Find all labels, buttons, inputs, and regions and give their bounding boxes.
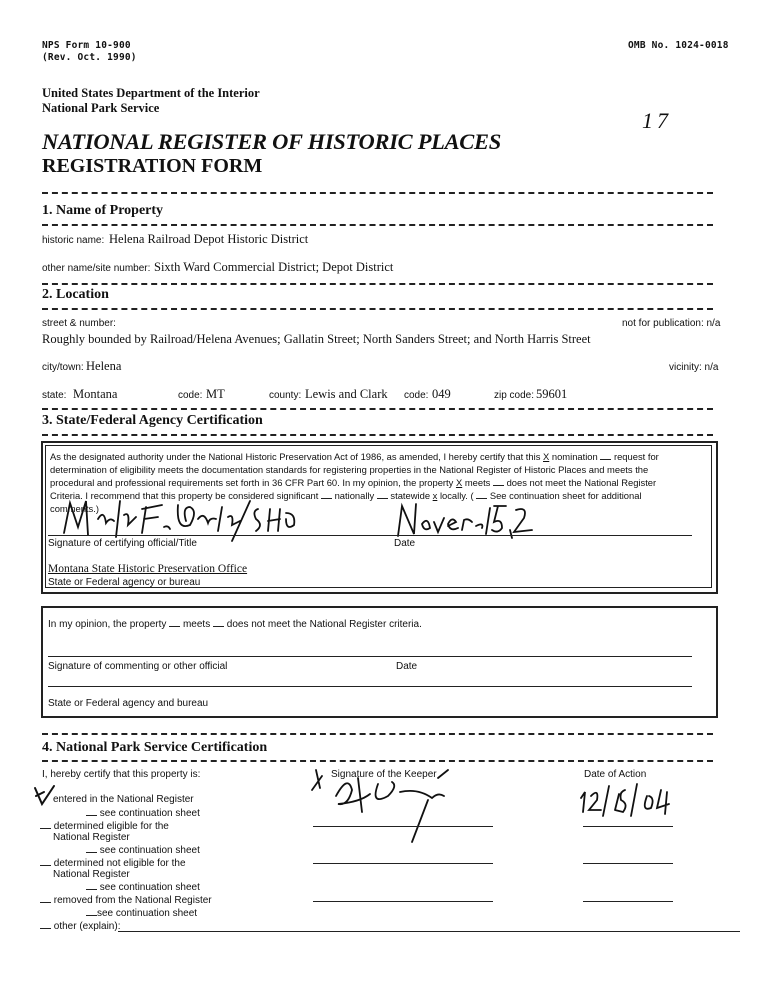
continuation-text: see continuation sheet bbox=[97, 908, 198, 919]
historic-name-label: historic name: bbox=[42, 235, 105, 246]
determined-eligible-label2: National Register bbox=[53, 832, 130, 843]
divider bbox=[42, 308, 713, 310]
blank bbox=[40, 920, 51, 929]
certification-text: meets bbox=[464, 477, 491, 488]
blank bbox=[86, 807, 97, 816]
keeper-line-1 bbox=[313, 826, 493, 827]
vicinity: vicinity: n/a bbox=[669, 362, 719, 373]
divider bbox=[42, 733, 713, 735]
agency-value: Montana State Historic Preservation Office bbox=[48, 563, 248, 575]
state-code-label: code: bbox=[178, 390, 203, 401]
historic-name-value: Helena Railroad Depot Historic District bbox=[109, 232, 309, 246]
county-code-value: 049 bbox=[432, 387, 451, 401]
date-of-action-handwritten bbox=[575, 780, 685, 820]
option-label: other (explain): bbox=[53, 921, 121, 932]
date-line-1 bbox=[583, 826, 673, 827]
opinion-text-a: In my opinion, the property bbox=[48, 619, 167, 630]
keeper-line-3 bbox=[313, 901, 493, 902]
blank bbox=[40, 820, 51, 829]
date-label: Date bbox=[394, 538, 416, 549]
opinion-text bbox=[48, 618, 422, 630]
does-not-meet-blank bbox=[493, 477, 504, 486]
agency-line bbox=[48, 686, 692, 687]
removed-option[interactable] bbox=[40, 894, 212, 906]
commenting-agency-label: State or Federal agency and bureau bbox=[48, 698, 209, 709]
see-continuation-4 bbox=[86, 907, 197, 919]
county-value: Lewis and Clark bbox=[305, 387, 388, 401]
keeper-label: Signature of the Keeper bbox=[331, 769, 437, 780]
state-value: Montana bbox=[73, 387, 118, 401]
blank bbox=[86, 907, 97, 916]
date-line-2 bbox=[583, 863, 673, 864]
zip-value: 59601 bbox=[536, 387, 568, 401]
option-label: removed from the National Register bbox=[53, 895, 212, 906]
blank bbox=[86, 844, 97, 853]
county-label: county: bbox=[269, 390, 302, 401]
request-blank bbox=[600, 451, 611, 460]
continuation-text: see continuation sheet bbox=[99, 808, 200, 819]
section-heading-name: 1. Name of Property bbox=[42, 203, 164, 218]
section-heading-location: 2. Location bbox=[42, 287, 109, 302]
determined-not-eligible-label2: National Register bbox=[53, 869, 130, 880]
commenting-date-label: Date bbox=[396, 661, 418, 672]
date-of-action-label: Date of Action bbox=[584, 769, 647, 780]
date-line-3 bbox=[583, 901, 673, 902]
page-title: NATIONAL REGISTER OF HISTORIC PLACES bbox=[42, 129, 501, 154]
blank bbox=[86, 881, 97, 890]
omb-number: OMB No. 1024-0018 bbox=[628, 40, 729, 51]
divider bbox=[42, 760, 713, 762]
section-heading-certification: 3. State/Federal Agency Certification bbox=[42, 413, 263, 428]
zip-label: zip code: bbox=[494, 390, 535, 401]
certification-text: As the designated authority under the National Historic Preservation Act of 1986, as amended, I hereby certify that this bbox=[50, 451, 541, 462]
state-code-value: MT bbox=[206, 387, 225, 401]
locally-check: x bbox=[432, 490, 438, 501]
option-label: determined eligible for the bbox=[53, 821, 169, 832]
signature-line bbox=[48, 535, 692, 536]
handwritten-page-number: 17 bbox=[642, 108, 672, 133]
handwritten-signature bbox=[58, 497, 298, 543]
see-continuation-1 bbox=[86, 807, 200, 819]
certification-text: statewide bbox=[390, 490, 431, 501]
continuation-blank bbox=[476, 490, 487, 499]
other-explain-line bbox=[118, 931, 740, 932]
certification-text: request for determination of eligibility meets the documentation standards for registering properties in the National Register of Historic Places and meets the procedural and professional requirements set forth in 36 CFR Part 60. In my opinion, the property bbox=[50, 451, 659, 488]
other-option[interactable] bbox=[40, 920, 120, 932]
continuation-text: see continuation sheet bbox=[99, 845, 200, 856]
certification-text: nomination bbox=[551, 451, 598, 462]
continuation-text: see continuation sheet bbox=[99, 882, 200, 893]
see-continuation-2 bbox=[86, 844, 200, 856]
keeper-line-2 bbox=[313, 863, 493, 864]
signature-label: Signature of certifying official/Title bbox=[48, 538, 197, 549]
nomination-check: X bbox=[543, 451, 550, 462]
department-name: United States Department of the Interior bbox=[42, 86, 260, 100]
entered-option[interactable]: entered in the National Register bbox=[53, 794, 194, 805]
divider bbox=[42, 283, 713, 285]
state-label: state: bbox=[42, 390, 67, 401]
determined-eligible-option[interactable] bbox=[40, 820, 169, 832]
divider bbox=[42, 408, 713, 410]
street-value: Roughly bounded by Railroad/Helena Avenues; Gallatin Street; North Sanders Street; and North Harris Street bbox=[42, 332, 591, 346]
street-label: street & number: bbox=[42, 318, 116, 329]
determined-not-eligible-option[interactable] bbox=[40, 857, 186, 869]
does-not-meet-blank bbox=[213, 618, 224, 627]
not-for-publication: not for publication: n/a bbox=[622, 318, 721, 329]
service-name: National Park Service bbox=[42, 101, 160, 115]
commenting-label: Signature of commenting or other official bbox=[48, 661, 228, 672]
option-label: determined not eligible for the bbox=[53, 858, 186, 869]
certification-text: nationally bbox=[334, 490, 375, 501]
commenting-line bbox=[48, 656, 692, 657]
opinion-text-c: does not meet the National Register criteria. bbox=[226, 619, 422, 630]
blank bbox=[40, 857, 51, 866]
divider bbox=[42, 434, 713, 436]
keeper-signature bbox=[308, 766, 478, 846]
other-name-value: Sixth Ward Commercial District; Depot District bbox=[154, 260, 394, 274]
statewide-blank bbox=[377, 490, 388, 499]
nationally-blank bbox=[321, 490, 332, 499]
certification-text: does not meet the National Register Criteria. I recommend that this property be considered significant bbox=[50, 477, 657, 501]
other-name-label: other name/site number: bbox=[42, 263, 151, 274]
page-subtitle: REGISTRATION FORM bbox=[42, 155, 263, 177]
meets-check: X bbox=[455, 477, 463, 488]
city-label: city/town: bbox=[42, 362, 84, 373]
see-continuation-3 bbox=[86, 881, 200, 893]
county-code-label: code: bbox=[404, 390, 429, 401]
divider bbox=[42, 192, 713, 194]
form-number: NPS Form 10-900 bbox=[42, 40, 131, 51]
certification-text: locally. ( bbox=[439, 490, 474, 501]
city-value: Helena bbox=[86, 359, 122, 373]
certification-text: See continuation sheet for additional comments.) bbox=[50, 490, 642, 514]
section-heading-nps: 4. National Park Service Certification bbox=[42, 740, 268, 755]
certify-label: I, hereby certify that this property is: bbox=[42, 769, 201, 780]
form-revision: (Rev. Oct. 1990) bbox=[42, 52, 137, 63]
divider bbox=[42, 224, 713, 226]
blank bbox=[40, 894, 51, 903]
meets-blank bbox=[169, 618, 180, 627]
agency-label: State or Federal agency or bureau bbox=[48, 577, 201, 588]
opinion-text-b: meets bbox=[182, 619, 211, 630]
